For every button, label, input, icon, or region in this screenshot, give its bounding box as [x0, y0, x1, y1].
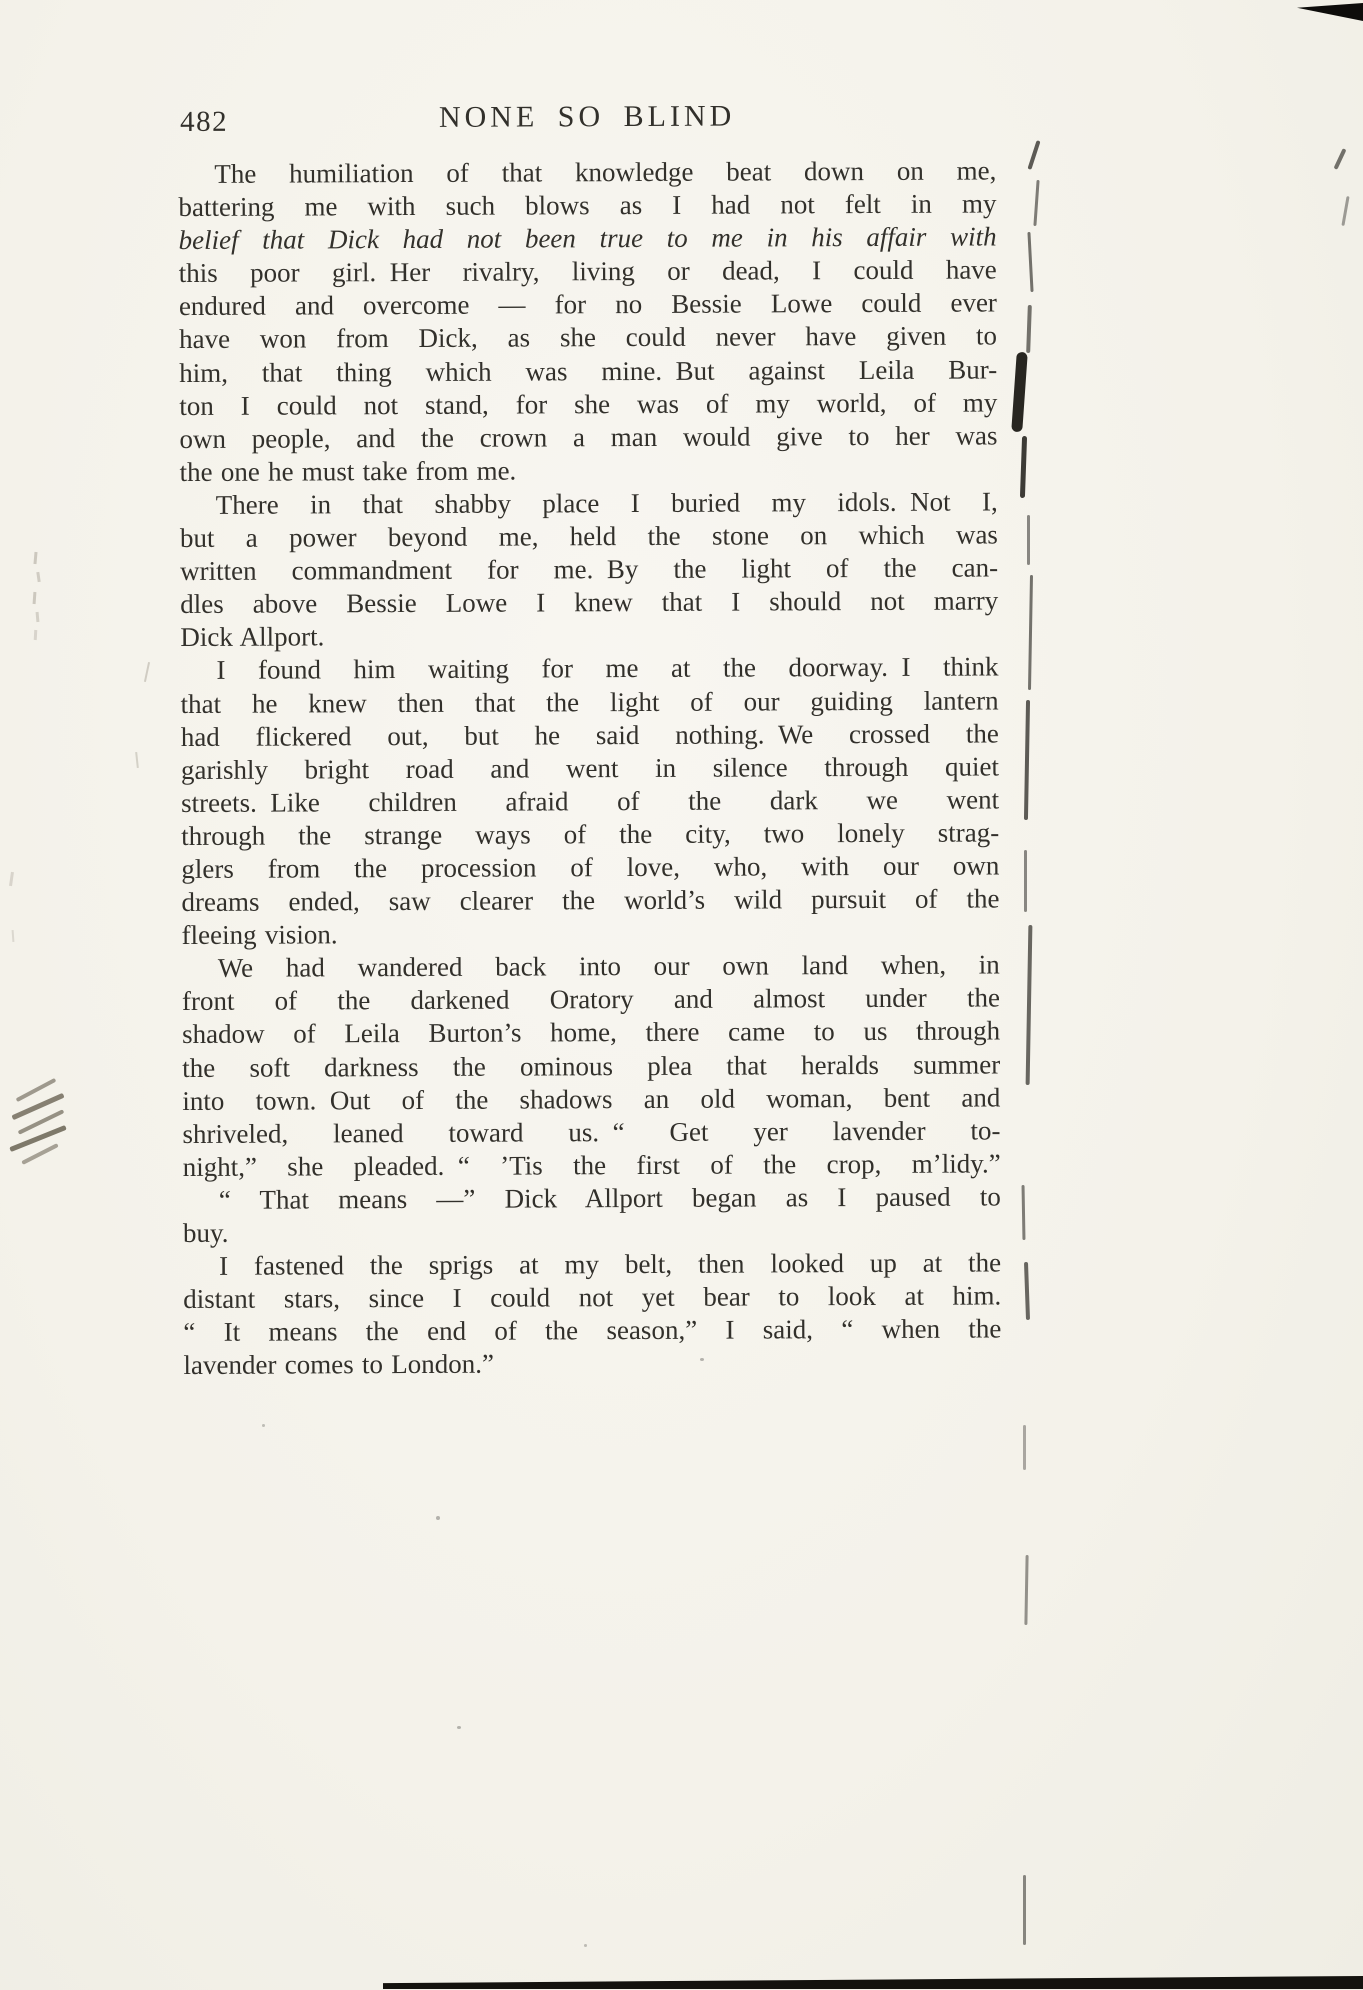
page-text	[178, 154, 1001, 1382]
scan-smudge	[33, 592, 37, 604]
scan-smudge	[36, 572, 40, 582]
text-line: front of the darkened Oratory and almost under the	[181, 982, 1000, 1017]
text-line: night,” she pleaded. “ ’Tis the first of the crop, m’lidy.”	[182, 1148, 1001, 1182]
scan-corner-mark	[1297, 3, 1363, 27]
text-line: the soft darkness the ominous plea that heralds summer	[182, 1048, 1001, 1083]
scan-speck	[436, 1516, 440, 1520]
text-line: own people, and the crown a man would give to her was	[179, 420, 998, 454]
text-line: We had wandered back into our own land when, in	[217, 949, 1000, 984]
text-line: but a power beyond me, held the stone on which was	[179, 519, 998, 554]
text-line: buy.	[182, 1217, 229, 1248]
scan-ink-mark	[1024, 700, 1030, 820]
scan-ink-mark	[1026, 305, 1032, 353]
text-line: “ It means the end of the season,” I said, “ when the	[183, 1313, 1002, 1348]
scan-smudge	[144, 662, 150, 682]
scan-smudge	[9, 1125, 67, 1152]
text-line: have won from Dick, as she could never have given to	[178, 320, 998, 355]
text-line: this poor girl. Her rivalry, living or dead, I could have	[178, 254, 997, 289]
scan-speck	[457, 1726, 461, 1729]
text-line: had flickered out, but he said nothing. We crossed the	[180, 718, 999, 752]
scan-ink-mark	[1027, 140, 1040, 170]
text-line: belief that Dick had not been true to me in his affair with	[178, 221, 997, 256]
text-line: fleeing vision.	[181, 919, 338, 951]
text-line: glers from the procession of love, who, with our own	[181, 850, 1000, 884]
scan-ink-mark	[1026, 925, 1033, 1085]
scan-smudge	[36, 612, 40, 622]
paragraph	[180, 651, 999, 952]
text-line: garishly bright road and went in silence through quiet	[180, 751, 999, 785]
scan-edge-bar	[383, 1976, 1363, 1989]
text-line: shadow of Leila Burton’s home, there came to us through	[182, 1015, 1001, 1050]
text-line: “ That means —” Dick Allport began as I paused to	[218, 1181, 1001, 1215]
scan-smudge	[135, 752, 139, 768]
scan-ink-mark	[1022, 1185, 1026, 1240]
text-line: I found him waiting for me at the doorway. I think	[216, 651, 999, 686]
scan-ink-mark	[1028, 575, 1033, 690]
scan-smudge	[21, 1143, 58, 1165]
page-content	[178, 96, 1002, 1382]
text-line: written commandment for me. By the light of the can-	[179, 552, 999, 587]
scan-ink-blot	[1011, 352, 1028, 433]
text-line: him, that thing which was mine. But against Leila Bur-	[179, 353, 998, 388]
scan-smudge	[12, 930, 15, 942]
paragraph	[183, 1247, 1002, 1383]
text-line: endured and overcome — for no Bessie Lowe could ever	[178, 287, 997, 322]
paragraph	[183, 1180, 1001, 1250]
scan-ink-mark	[1020, 436, 1027, 498]
text-line: into town. Out of the shadows an old woman, bent and	[182, 1082, 1001, 1116]
text-line: battering me with such blows as I had not felt in my	[178, 188, 997, 223]
text-line: shriveled, leaned toward us. “ Get yer lavender to-	[182, 1115, 1001, 1149]
page-header	[178, 96, 996, 158]
scan-ink-mark	[1033, 180, 1039, 226]
paragraph	[178, 154, 997, 489]
running-title: NONE SO BLIND	[438, 99, 736, 134]
text-line: the one he must take from me.	[179, 455, 517, 487]
scan-speck	[584, 1944, 587, 1947]
text-line: lavender comes to London.”	[183, 1349, 494, 1381]
scan-ink-mark	[1024, 850, 1027, 912]
scan-ink-mark	[1027, 232, 1033, 292]
scan-smudge	[9, 872, 14, 886]
text-line: ton I could not stand, for she was of my world, of my	[179, 387, 998, 421]
text-line: I fastened the sprigs at my belt, then looked up at the	[219, 1247, 1002, 1281]
text-line: that he knew then that the light of our guiding lantern	[180, 684, 999, 719]
text-line: Dick Allport.	[180, 621, 325, 653]
text-line: There in that shabby place I buried my idols. Not I,	[215, 486, 998, 520]
text-line: dreams ended, saw clearer the world’s wild pursuit of the	[181, 883, 1000, 918]
scan-ink-mark	[1334, 148, 1347, 170]
paragraph	[180, 485, 999, 654]
scan-ink-mark	[1023, 1425, 1026, 1470]
scan-speck	[700, 1358, 704, 1361]
paragraph	[182, 949, 1001, 1184]
scan-speck	[262, 1424, 265, 1427]
scan-ink-mark	[1341, 196, 1349, 226]
scan-smudge	[34, 630, 38, 640]
text-line: distant stars, since I could not yet bear to look at him.	[183, 1280, 1002, 1315]
page-number: 482	[180, 105, 229, 138]
scan-ink-mark	[1027, 515, 1030, 565]
scan-ink-mark	[1024, 1555, 1028, 1625]
text-line: through the strange ways of the city, two lonely strag-	[181, 817, 1000, 851]
scan-ink-mark	[1024, 1262, 1030, 1320]
text-line: dles above Bessie Lowe I knew that I should not marry	[180, 585, 999, 620]
text-line: The humiliation of that knowledge beat down on me,	[214, 155, 997, 189]
text-line: streets. Like children afraid of the dark we went	[181, 784, 1000, 818]
scan-smudge	[33, 552, 37, 564]
scan-ink-mark	[1023, 1875, 1026, 1945]
